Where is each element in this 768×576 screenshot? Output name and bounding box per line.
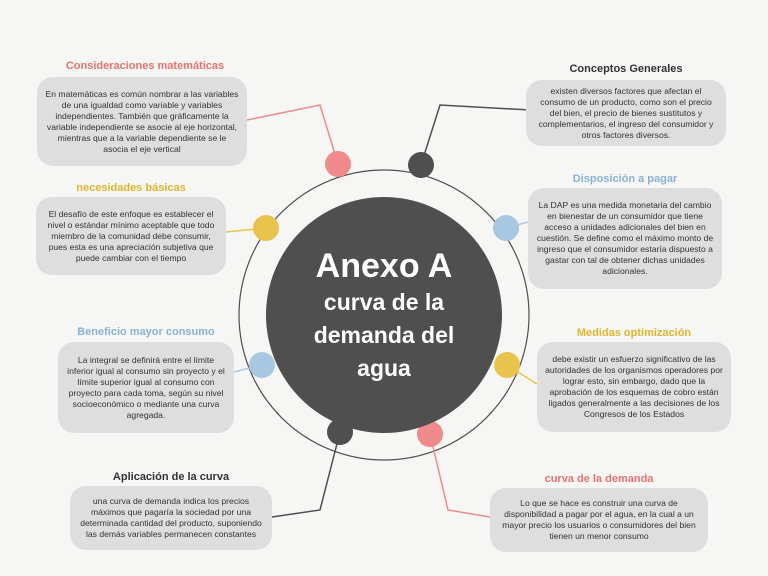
box-aplicacion: una curva de demanda indica los precios máximos que pagaría la sociedad por una determinada cantidad del producto, suponiendo las demás variables permanecen constantes [70, 486, 272, 550]
box-conceptos: existen diversos factores que afectan el consumo de un producto, como son el precio del bien, el precio de bienes sustitutos y complementarios, el ingreso del consumidor y otros factores diversos. [526, 80, 726, 146]
center-title: Anexo A [315, 246, 453, 285]
dot-blue-right [493, 215, 519, 241]
dot-yellow-right [494, 352, 520, 378]
connector-conceptos [421, 105, 530, 165]
dot-blue-left [249, 352, 275, 378]
box-necesidades: El desafío de este enfoque es establecer el nivel o estándar mínimo aceptable que todo miembro de la comunidad debe consumir, pues esta es una apreciación subjetiva que puede cambiar con el tiempo [36, 197, 226, 275]
box-medidas: debe existir un esfuerzo significativo de las autoridades de los organismos operadores por lograr esto, sin embargo, dado que la aprobación de los esquemas de cobro están ligados generalmente a las decisiones de los Congresos de los Estados [537, 342, 731, 432]
title-curva: curva de la demanda [544, 473, 654, 485]
connector-curva [430, 434, 490, 517]
connector-consideraciones [247, 105, 338, 164]
connector-aplicacion [272, 432, 340, 517]
box-consideraciones: En matemáticas es común nombrar a las variables de una igualdad como variable y variables independientes. También que gráficamente la variable independiente se asocie al eje horizontal, mientras que a la variable dependiente se le asocia el eje vertical [37, 77, 247, 166]
title-conceptos: Conceptos Generales [569, 63, 683, 75]
title-aplicacion: Aplicación de la curva [112, 471, 230, 483]
center-subtitle: curva de la demanda del agua [313, 288, 455, 381]
center-node [266, 197, 502, 433]
title-medidas: Medidas optimización [576, 327, 692, 339]
title-consideraciones: Consideraciones matemáticas [65, 60, 225, 72]
title-necesidades: necesidades básicas [76, 182, 186, 194]
box-disposicion: La DAP es una medida monetaria del cambio en bienestar de un consumidor que tiene acceso a unidades adicionales del bien en cuestión. Se define como el máximo monto de ingreso que el consumidor estaría dispuesto a gastar con tal de obtener dichas unidades adicionales. [528, 188, 722, 289]
box-beneficio: La integral se definirá entre el límite inferior igual al consumo sin proyecto y el límite superior igual al consumo con proyecto para cada toma, según su nivel socioeconómico o mediante una curva agregada. [58, 342, 234, 433]
dot-pink-top [325, 151, 351, 177]
title-disposicion: Disposición a pagar [572, 173, 678, 185]
title-beneficio: Beneficio mayor consumo [77, 326, 215, 338]
dot-dark-top [408, 152, 434, 178]
dot-yellow-left [253, 215, 279, 241]
box-curva: Lo que se hace es construir una curva de disponibilidad a pagar por el agua, en la cual a un mayor precio los usuarios o consumidores del bien tienen un menor consumo [490, 488, 708, 552]
